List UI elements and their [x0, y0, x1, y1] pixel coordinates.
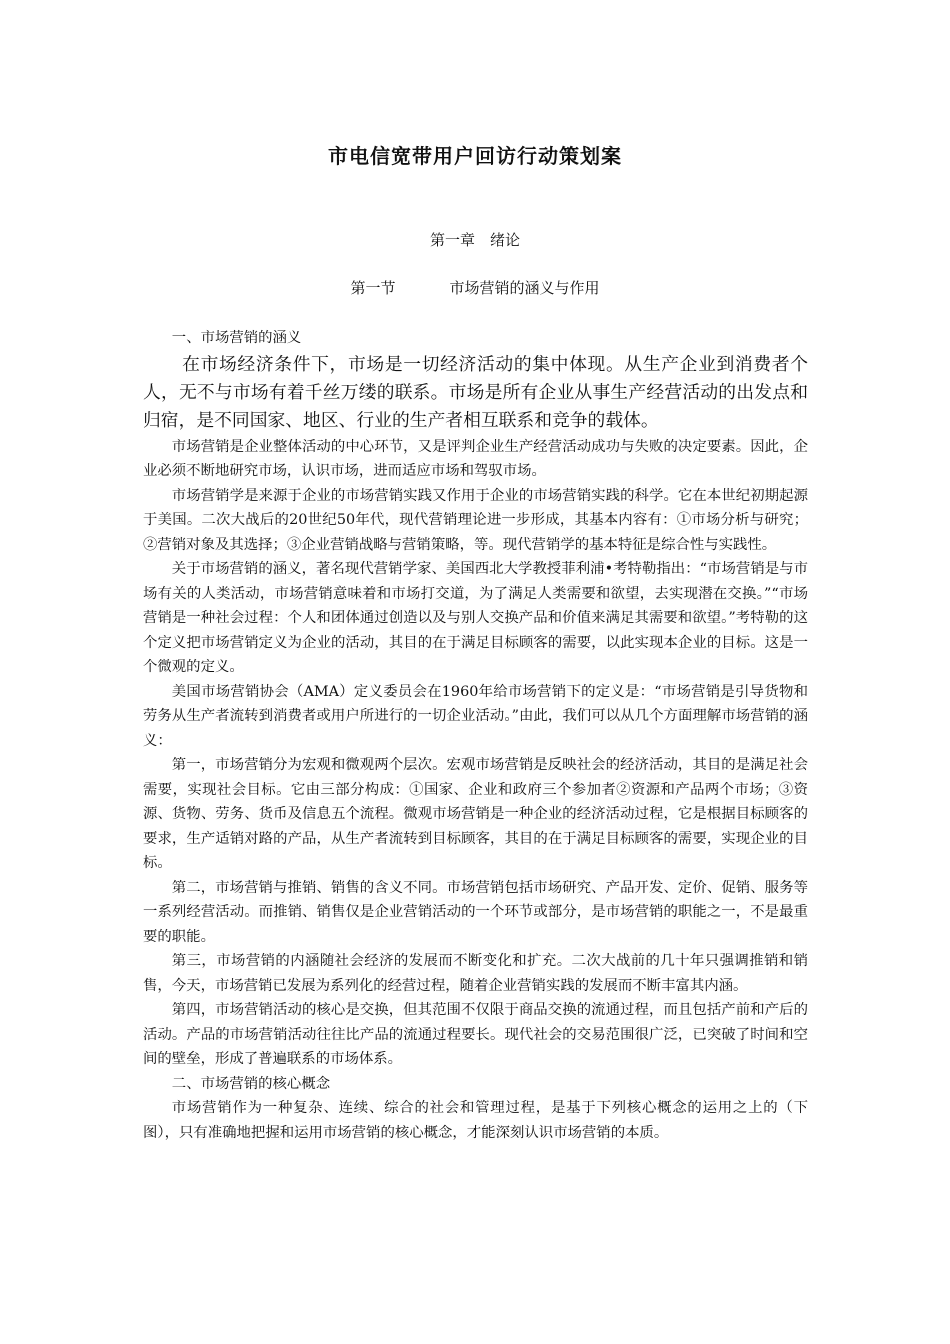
paragraph-lead: 在市场经济条件下，市场是一切经济活动的集中体现。从生产企业到消费者个人，无不与市场有着千丝万缕的联系。市场是所有企业从事生产经营活动的出发点和归宿，是不同国家、地区、行业的生产者相互联系和竞争的载体。	[143, 353, 808, 431]
section-number: 第一节	[350, 279, 396, 297]
paragraph: 市场营销是企业整体活动的中心环节，又是评判企业生产经营活动成功与失败的决定要素。因此，企业必须不断地研究市场，认识市场，进而适应市场和驾驭市场。	[143, 438, 808, 479]
paragraph: 市场营销学是来源于企业的市场营销实践又作用于企业的市场营销实践的科学。它在本世纪初期起源于美国。二次大战后的20世纪50年代，现代营销理论进一步形成，其基本内容有：①市场分析与研究；②营销对象及其选择；③企业营销战略与营销策略，等。现代营销学的基本特征是综合性与实践性。	[143, 487, 808, 553]
paragraph: 第四，市场营销活动的核心是交换，但其范围不仅限于商品交换的流通过程，而且包括产前和产后的活动。产品的市场营销活动往往比产品的流通过程要长。现代社会的交易范围很广泛，已突破了时间和空间的壁垒，形成了普遍联系的市场体系。	[143, 1002, 808, 1067]
paragraph: 第三，市场营销的内涵随社会经济的发展而不断变化和扩充。二次大战前的几十年只强调推销和销售，今天，市场营销已发展为系列化的经营过程，随着企业营销实践的发展而不断丰富其内涵。	[143, 953, 808, 994]
paragraph: 关于市场营销的涵义，著名现代营销学家、美国西北大学教授菲利浦•考特勒指出：“市场营销是与市场有关的人类活动，市场营销意味着和市场打交道，为了满足人类需要和欲望，去实现潜在交换。”“市场营销是一种社会过程：个人和团体通过创造以及与别人交换产品和价值来满足其需要和欲望。”考特勒的这个定义把市场营销定义为企业的活动，其目的在于满足目标顾客的需要，以此实现本企业的目标。这是一个微观的定义。	[143, 561, 808, 675]
document-body	[143, 326, 808, 1145]
paragraph: 市场营销作为一种复杂、连续、综合的社会和管理过程，是基于下列核心概念的运用之上的（下图），只有准确地把握和运用市场营销的核心概念，才能深刻认识市场营销的本质。	[143, 1100, 808, 1141]
section-title: 市场营销的涵义与作用	[449, 279, 600, 297]
paragraph: 美国市场营销协会（AMA）定义委员会在1960年给市场营销下的定义是：“市场营销是引导货物和劳务从生产者流转到消费者或用户所进行的一切企业活动。”由此，我们可以从几个方面理解市场营销的涵义：	[143, 683, 808, 749]
paragraph: 第一，市场营销分为宏观和微观两个层次。宏观市场营销是反映社会的经济活动，其目的是满足社会需要，实现社会目标。它由三部分构成：①国家、企业和政府三个参加者②资源和产品两个市场；③资源、货物、劳务、货币及信息五个流程。微观市场营销是一种企业的经济活动过程，它是根据目标顾客的要求，生产适销对路的产品，从生产者流转到目标顾客，其目的在于满足目标顾客的需要，实现企业的目标。	[143, 757, 808, 871]
subheading-meaning: 一、市场营销的涵义	[171, 330, 302, 346]
subheading-core-concepts: 二、市场营销的核心概念	[171, 1075, 331, 1092]
paragraph: 第二，市场营销与推销、销售的含义不同。市场营销包括市场研究、产品开发、定价、促销、服务等一系列经营活动。而推销、销售仅是企业营销活动的一个环节或部分，是市场营销的职能之一，不是最重要的职能。	[143, 879, 808, 945]
document-title: 市电信宽带用户回访行动策划案	[328, 144, 622, 168]
chapter-heading: 第一章 绪论	[429, 231, 520, 249]
section-heading	[0, 277, 950, 298]
